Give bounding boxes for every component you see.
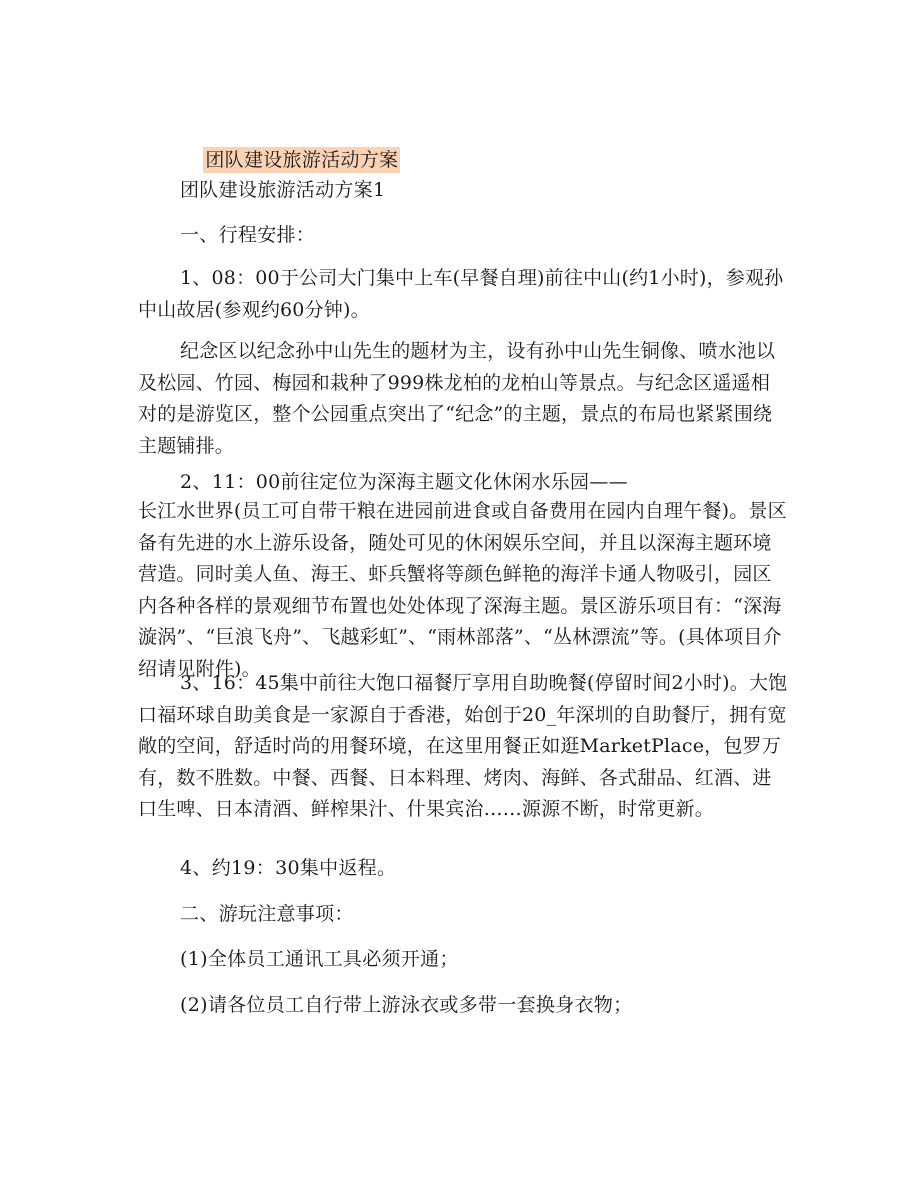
section-heading-notes: 二、游玩注意事项： [180, 903, 354, 925]
itinerary-item-2-line1: 2、11：00前往定位为深海主题文化休闲水乐园—— [180, 471, 628, 493]
note-item-1: (1)全体员工通讯工具必须开通； [180, 948, 459, 970]
section-heading-itinerary: 一、行程安排： [180, 224, 316, 246]
title-highlight: 团队建设旅游活动方案 [205, 149, 399, 171]
itinerary-item-1-detail: 纪念区以纪念孙中山先生的题材为主，设有孙中山先生铜像、喷水池以及松园、竹园、梅园和栽种了999株龙柏的龙柏山等景点。与纪念区遥遥相对的是游览区，整个公园重点突出了“纪念”的主题，景点的布局也紧紧围绕主题铺排。 [138, 340, 776, 457]
itinerary-item-3: 3、16：45集中前往大饱口福餐厅享用自助晚餐(停留时间2小时)。大饱口福环球自助美食是一家源自于香港，始创于20_年深圳的自助餐厅，拥有宽敞的空间，舒适时尚的用餐环境，在这里用餐正如逛MarketPlace，包罗万有，数不胜数。中餐、西餐、日本料理、烤肉、海鲜、各式甜品、红酒、进口生啤、日本清酒、鲜榨果汁、什果宾治……源源不断，时常更新。 [138, 672, 788, 820]
itinerary-item-2-detail: 长江水世界(员工可自带干粮在进园前进食或自备费用在园内自理午餐)。景区备有先进的水上游乐设备，随处可见的休闲娱乐空间，并且以深海主题环境营造。同时美人鱼、海王、虾兵蟹将等颜色鲜艳的海洋卡通人物吸引，园区内各种各样的景观细节布置也处处体现了深海主题。景区游乐项目有：“深海漩涡”、“巨浪飞舟”、飞越彩虹”、“雨林部落”、“丛林漂流”等。(具体项目介绍请见附件)。 [138, 500, 787, 680]
note-item-2: (2)请各位员工自行带上游泳衣或多带一套换身衣物； [180, 994, 633, 1016]
itinerary-item-4: 4、约19：30集中返程。 [180, 857, 397, 879]
itinerary-item-1: 1、08：00于公司大门集中上车(早餐自理)前往中山(约1小时)，参观孙中山故居(参观约60分钟)。 [138, 267, 784, 321]
document-subtitle: 团队建设旅游活动方案1 [180, 179, 386, 201]
